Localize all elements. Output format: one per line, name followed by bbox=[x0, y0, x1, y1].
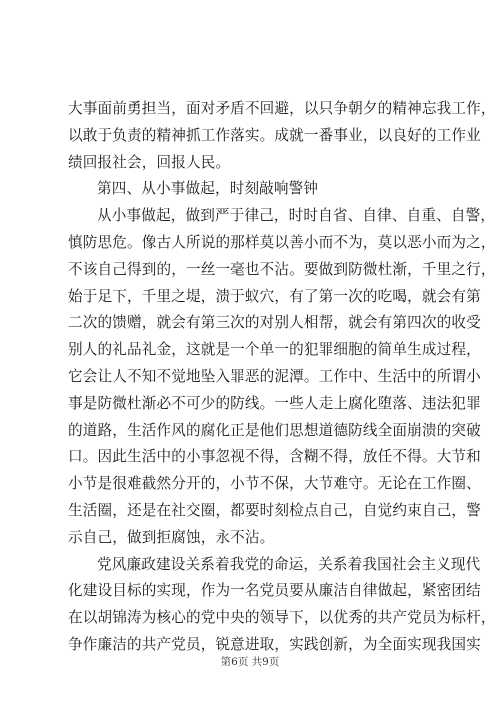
text-line: 示自己，做到拒腐蚀，永不沾。 bbox=[68, 528, 275, 546]
text-line: 化建设目标的实现，作为一名党员要从廉洁自律做起，紧密团结 bbox=[68, 582, 481, 600]
text-line: 不该自己得到的，一丝一毫也不沾。要做到防微杜渐，千里之行， bbox=[68, 260, 496, 278]
text-line: 它会让人不知不觉地坠入罪恶的泥潭。工作中、生活中的所谓小 bbox=[68, 367, 481, 385]
text-line: 以敢于负责的精神抓工作落实。成就一番事业，以良好的工作业 bbox=[68, 126, 481, 144]
text-line: 生活圈，还是在社交圈，都要时刻检点自己，自觉约束自己，警 bbox=[68, 501, 481, 519]
text-line: 始于足下，千里之堤，溃于蚁穴，有了第一次的吃喝，就会有第 bbox=[68, 287, 481, 305]
text-line: 事是防微杜渐必不可少的防线。一些人走上腐化堕落、违法犯罪 bbox=[68, 394, 481, 412]
text-line: 党风廉政建设关系着我党的命运，关系着我国社会主义现代 bbox=[97, 555, 481, 573]
text-line: 别人的礼品礼金，这就是一个单一的犯罪细胞的简单生成过程， bbox=[68, 341, 481, 359]
text-line: 从小事做起，做到严于律己，时时自省、自律、自重、自警， bbox=[97, 207, 496, 225]
body-text bbox=[68, 96, 496, 659]
text-line: 口。因此生活中的小事忽视不得，含糊不得，放任不得。大节和 bbox=[68, 448, 481, 466]
text-line: 小节是很难截然分开的，小节不保，大节难守。无论在工作圈、 bbox=[68, 475, 481, 493]
text-line: 绩回报社会，回报人民。 bbox=[68, 153, 231, 171]
section-heading: 第四、从小事做起，时刻敲响警钟 bbox=[97, 180, 319, 198]
text-line: 在以胡锦涛为核心的党中央的领导下，以优秀的共产党员为标杆， bbox=[68, 609, 496, 627]
text-line: 争作廉洁的共产党员，锐意进取，实践创新，为全面实现我国实 bbox=[68, 635, 481, 653]
text-line: 慎防思危。像古人所说的那样莫以善小而不为，莫以恶小而为之， bbox=[68, 233, 496, 251]
text-line: 二次的馈赠，就会有第三次的对别人相帮，就会有第四次的收受 bbox=[68, 314, 481, 332]
text-line: 的道路，生活作风的腐化正是他们思想道德防线全面崩溃的突破 bbox=[68, 421, 481, 439]
text-line: 大事面前勇担当，面对矛盾不回避，以只争朝夕的精神忘我工作， bbox=[68, 100, 496, 117]
page-number-footer: 第6页 共9页 bbox=[220, 656, 280, 668]
